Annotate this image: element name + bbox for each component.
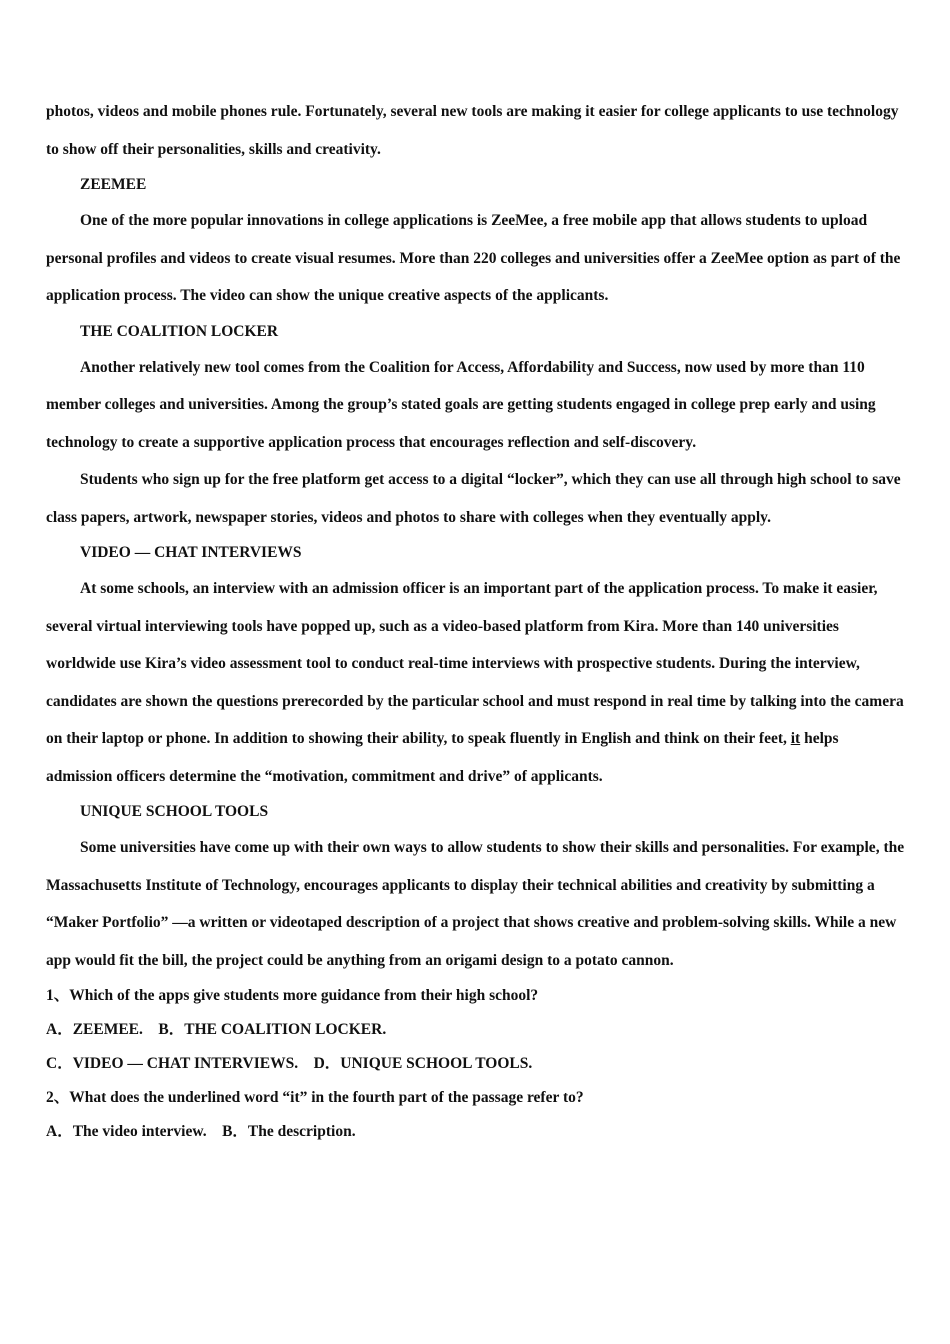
- question-1-options-row: C．VIDEO — CHAT INTERVIEWS. D．UNIQUE SCHOOL TOOLS.: [46, 1055, 533, 1072]
- section-paragraph: One of the more popular innovations in college applications is ZeeMee, a free mobile app that allows students to upload personal profiles and videos to create visual resumes. More than 220 colleges and universities offer a ZeeMee option as part of the application process. The video can show the unique creative aspects of the applicants.: [46, 212, 901, 304]
- question-1-stem: 1、Which of the apps give students more guidance from their high school?: [46, 987, 539, 1004]
- section-heading-unique-school-tools: UNIQUE SCHOOL TOOLS: [80, 803, 269, 820]
- underlined-word: it: [790, 730, 801, 747]
- section-heading-zeemee: ZEEMEE: [80, 176, 147, 193]
- question-2-options-row: A．The video interview. B．The description.: [46, 1123, 356, 1140]
- paragraph-text-after: helps admission officers determine the “motivation, commitment and drive” of applicants.: [46, 730, 839, 785]
- paragraph-text-before: At some schools, an interview with an admission officer is an important part of the application process. To make it easier, several virtual interviewing tools have popped up, such as a video-based platform from Kira. More than 140 universities worldwide use Kira’s video assessment tool to conduct real-time interviews with prospective students. During the interview, candidates are shown the questions prerecorded by the particular school and must respond in real time by talking into the camera on their laptop or phone. In addition to showing their ability, to speak fluently in English and think on their feet,: [46, 580, 904, 747]
- document-page: [46, 93, 906, 1149]
- question-1-options-row: A．ZEEMEE. B．THE COALITION LOCKER.: [46, 1021, 387, 1038]
- passage-intro: photos, videos and mobile phones rule. Fortunately, several new tools are making it easier for college applicants to use technology to show off their personalities, skills and creativity.: [46, 103, 899, 158]
- section-paragraph: Some universities have come up with their own ways to allow students to show their skills and personalities. For example, the Massachusetts Institute of Technology, encourages applicants to display their technical abilities and creativity by submitting a “Maker Portfolio” —a written or videotaped description of a project that shows creative and problem-solving skills. While a new app would fit the bill, the project could be anything from an origami design to a potato cannon.: [46, 839, 905, 969]
- section-paragraph: Students who sign up for the free platform get access to a digital “locker”, which they can use all through high school to save class papers, artwork, newspaper stories, videos and photos to share with colleges when they eventually apply.: [46, 471, 901, 526]
- section-paragraph: Another relatively new tool comes from the Coalition for Access, Affordability and Success, now used by more than 110 member colleges and universities. Among the group’s stated goals are getting students engaged in college prep early and using technology to create a supportive application process that encourages reflection and self-discovery.: [46, 358, 876, 451]
- section-heading-video-chat-interviews: VIDEO — CHAT INTERVIEWS: [80, 544, 302, 561]
- section-heading-coalition-locker: THE COALITION LOCKER: [80, 322, 279, 340]
- section-paragraph-with-underline: [46, 570, 906, 795]
- question-2-stem: 2、What does the underlined word “it” in the fourth part of the passage refer to?: [46, 1089, 584, 1106]
